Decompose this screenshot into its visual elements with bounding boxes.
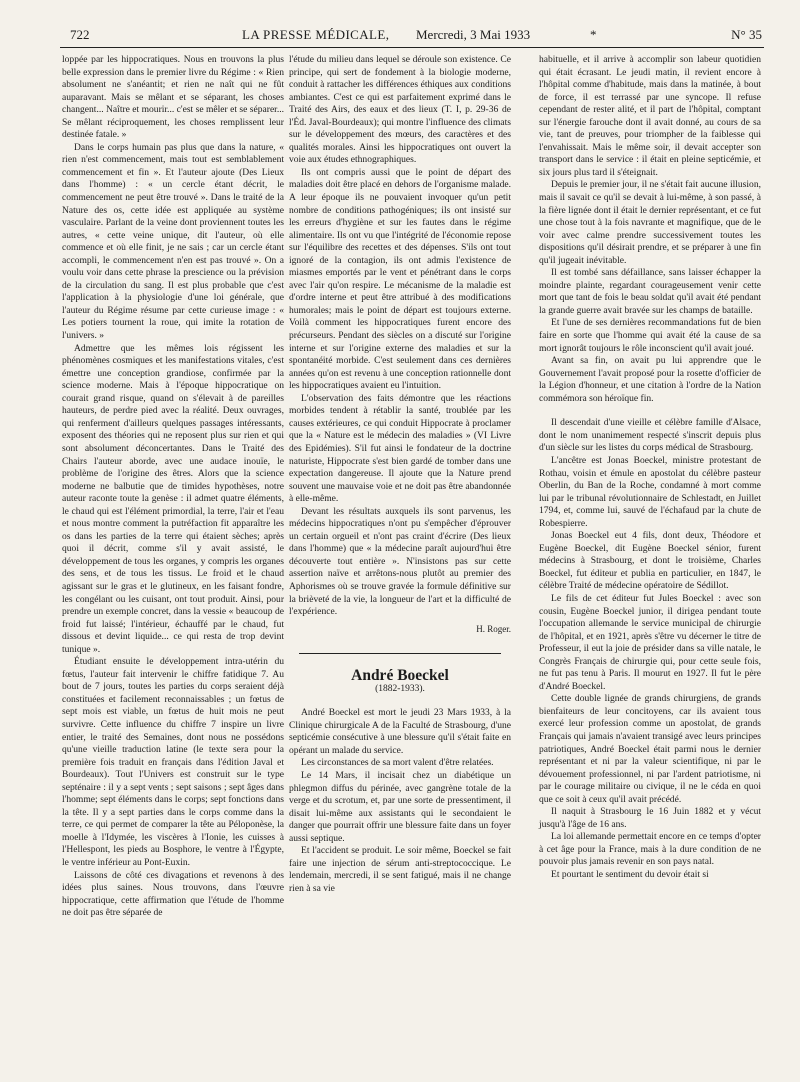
paragraph: Laissons de côté ces divagations et revenons à des idées plus saines. Nous trouvons, dans l'œuvre hippocratique, cette affirmation que l'étude de l'homme ne doit pas être séparée de — [62, 869, 284, 919]
article-dates: (1882-1933). — [375, 683, 425, 694]
paragraph: Il est tombé sans défaillance, sans laisser échapper la moindre plainte, regardant courageusement venir cette mort que tant de fois le beau soldat qu'il avait été pendant la grande guerre avait bravée sur les champs de bataille. — [539, 267, 761, 316]
paragraph: Admettre que les mêmes lois régissent les phénomènes cosmiques et les manifestations vitales, c'est émettre une conception grandiose, confirmée par la science moderne. Mais à l'époque hippocratique on courait grand risque, quand on s'élevait à de pareilles hauteurs, de perdre pied avec la réalité. Deux ouvrages, qui renferment d'ailleurs quelques passages intéressants, exposent des théories qui ne reposent plus sur rien et qui sont absolument déconcertantes. Dans le Traité des Chairs l'auteur aborde, avec une audace inouïe, le problème de l'origine des êtres. Alors que la science moderne ne balbutie que de timides hypothèses, notre auteur raconte toute la genèse : il admet quatre éléments, le chaud qui est l'élément primordial, la terre, l'air et l'eau et nous montre comment la putréfaction fit apparaître les os dans les parties de la terre qui étaient sèches; après quoi il décrit, comme s'il y avait assisté, le développement de tous les organes, y compris les organes des sens, et de tous les tissus. Le froid et le chaud agissant sur le gras et le glutineux, en les faisant fondre, les congélant ou les cuisant, ont tout produit. Ainsi, pour prendre un exemple concret, dans la vessie « beaucoup de froid fut laissé; l'intérieur, échauffé par le chaud, fut dissous et devint liquide... ce qui resta de trop devint tunique ». — [62, 342, 284, 655]
page-number: 722 — [70, 27, 90, 42]
column-3-part-1 — [539, 54, 761, 405]
paragraph: Depuis le premier jour, il ne s'était fait aucune illusion, mais il savait ce qu'il se devait à lui-même, à son passé, à la fière lignée dont il était le dernier représentant, et ce fut une chose tout à la fois navrante et magnifique, que de le voir avec calme prendre successivement toutes les dispositions qu'il désirait prendre, et se préparer à une fin qu'il jugeait inévitable. — [539, 179, 761, 266]
paragraph: Le fils de cet éditeur fut Jules Boeckel : avec son cousin, Eugène Boeckel junior, il dirigea pendant toute l'occupation allemande le service municipal de chirurgie de l'hôpital, et en 1921, après s'être vu décerner le titre de Professeur, il eut la joie de présider dans sa ville natale, le Congrès Français de chirurgie qui, pour cette seule fois, ne fut pas tenu à Paris. Il mourut en 1927. Il fut le père d'André Boeckel. — [539, 592, 761, 692]
paragraph: Et l'une de ses dernières recommandations fut de bien faire en sorte que l'homme qui avait été la cause de sa mort ignorât toujours le rôle inconscient qu'il avait joué. — [539, 317, 761, 354]
paragraph: Et l'accident se produit. Le soir même, Boeckel se fait faire une injection de sérum anti-streptococcique. Le lendemain, mercredi, il se sent fatigué, mais il ne change rien à sa vie — [289, 845, 511, 894]
column-3 — [539, 54, 761, 882]
paragraph: habituelle, et il arrive à accomplir son labeur quotidien qui était écrasant. Le jeudi matin, il revient encore à l'hôpital comme d'habitude, mais dans la matinée, à bout de force, il est terrassé par une syncope. Il refuse cependant de rester alité, et il part de l'hôpital, comptant sur l'énergie farouche dont il avait donné, au cours de sa vie, tant de preuves, pour triompher de la faiblesse qui l'envahissait. Mais le même soir, il devait accepter son transport dans le service : il était en pleine septicémie, et six jours plus tard il s'éteignait. — [539, 54, 761, 178]
article-body — [289, 707, 511, 895]
paragraph: Et pourtant le sentiment du devoir était si — [551, 869, 709, 880]
paragraph: Jonas Boeckel eut 4 fils, dont deux, Théodore et Eugène Boeckel, dit Eugène Boeckel sénior, furent médecins à Strasbourg, et dont le troisième, Charles Boeckel, fut éditeur et publia en particulier, en 1847, le célèbre Traité de médecine opératoire de Sédillot. — [539, 530, 761, 592]
paragraph: La loi allemande permettait encore en ce temps d'opter à cet âge pour la France, mais à la dure condition de ne pouvoir plus jamais revenir en son pays natal. — [539, 831, 761, 868]
paragraph: Cette double lignée de grands chirurgiens, de grands bienfaiteurs de leur concitoyens, car ils avaient tous exercé leur profession comme un apostolat, de grands Français qui jamais n'avaient transigé avec leurs principes patriotiques, André Boeckel était parmi nous le dernier représentant et ni par la valeur scientifique, ni par le dévouement professionnel, ni par l'ardent patriotisme, ni par le courage militaire ou civique, il ne le céda en quoi que ce soit à ceux qu'il avait précédé. — [539, 693, 761, 805]
issue-number: N° 35 — [731, 27, 762, 42]
signature: H. Roger. — [476, 623, 511, 634]
paragraph: Avant sa fin, on avait pu lui apprendre que le Gouvernement l'avait proposé pour la rosette d'officier de la Légion d'honneur, et une citation à l'ordre de la Nation commémora son héroïque fin. — [539, 355, 761, 404]
article-divider — [299, 653, 501, 654]
paragraph: l'étude du milieu dans lequel se déroule son existence. Ce principe, qui sert de fondement à la biologie moderne, conduit à rattacher les différences éthiques aux conditions ambiantes. C'est ce qui est parfaitement exprimé dans le Traité des Airs, des eaux et des lieux (T. I, p. 29-36 de l'Éd. Javal-Bourdeaux); qui montre l'influence des climats sur le développement des mœurs, des caractères et des qualités morales. Ainsi les hippocratiques ont ouvert la voie aux études ethnographiques. — [289, 54, 511, 166]
column-2-text — [289, 54, 511, 619]
paragraph: Il naquit à Strasbourg le 16 Juin 1882 et y vécut jusqu'à l'âge de 16 ans. — [539, 806, 761, 830]
paragraph: Devant les résultats auxquels ils sont parvenus, les médecins hippocratiques n'ont pu s'empêcher d'éprouver un certain orgueil et n'ont pas craint d'écrire (Des lieux dans l'homme) que « la médecine paraît aujourd'hui être découverte tout entière ». N'insistons pas sur cette assertion naïve et arrêtons-nous plutôt au premier des Aphorismes où se trouve gravée la formule définitive sur la brièveté de la vie, la longueur de l'art et la difficulté de l'expérience. — [289, 505, 511, 618]
paragraph: Ils ont compris aussi que le point de départ des maladies doit être placé en dehors de l'organisme malade. A leur époque ils ne pouvaient invoquer qu'un petit nombre de conditions pathogéniques; ils ont insisté sur les erreurs d'hygiène et sur les fautes dans le régime alimentaire. Ils ont vu que l'intégrité de l'économie repose sur l'équilibre des recettes et des dépenses. S'ils ont tout ignoré de la contagion, ils ont admis l'existence de miasmes emportés par le vent et pénétrant dans le corps avec l'air qu'on respire. Le mécanisme de la maladie est d'ordre interne et peut être attribué à des modifications humorales; mais le point de départ est toujours externe. Voilà comment les hippocratiques furent encore des précurseurs. Pendant des siècles on a discuté sur l'origine interne et sur l'origine externe des maladies et sur la spontanéité morbide. C'est seulement dans ces dernières années qu'on est revenu à une conception rationnelle dont les hippocratiques avaient eu l'intuition. — [289, 166, 511, 392]
paragraph: Dans le corps humain pas plus que dans la nature, « rien n'est commencement, mais tout est semblablement commencement et fin ». Et l'auteur ajoute (Des Lieux dans l'homme) : « un cercle étant décrit, le commencement ne peut être trouvé ». Dans le traité de la Nature des os, cette idée est appliquée au système vasculaire. Parlant de la veine dont proviennent toutes les autres, « cette veine unique, dit l'auteur, où elle commence et où elle finit, je ne sais ; car un cercle étant accompli, le commencement n'en est pas trouvé ». On a voulu voir dans cette phrase la prescience ou la prévision de la circulation du sang. Il est plus probable que c'est l'application à la physiologie d'une loi générale, que l'auteur du Régime résume par cette curieuse image : « Les potiers tournent la roue, qui imite la rotation de l'univers. » — [62, 141, 284, 342]
section-gap — [539, 405, 761, 417]
paragraph: loppée par les hippocratiques. Nous en trouvons la plus belle expression dans le premier livre du Régime : « Rien absolument ne s'anéantit; et rien ne naît qui ne fût auparavant. Mais se mêlant et se séparant, les choses changent... Naître et mourir... c'est se mêler et se séparer... Se mêlant réciproquement, les choses remplissent leur destinée fatale. » — [62, 54, 284, 141]
issue-date: Mercredi, 3 Mai 1933 — [416, 27, 531, 42]
column-1 — [62, 54, 284, 920]
paragraph: André Boeckel est mort le jeudi 23 Mars 1933, à la Clinique chirurgicale A de la Faculté de Strasbourg, d'une septicémie consécutive à une blessure qu'il s'était faite en opérant un malade du service. — [289, 707, 511, 756]
paragraph: L'ancêtre est Jonas Boeckel, ministre protestant de Rothau, voisin et émule en apostolat du célèbre pasteur Oberlin, du Ban de la Roche, condamné à mort comme lui par le tribunal révolutionnaire de Schlestadt, en Juillet 1794, et, comme lui, sauvé de l'échafaud par la chute de Robespierre. — [539, 454, 761, 529]
column-2 — [289, 54, 511, 895]
paragraph: Les circonstances de sa mort valent d'être relatées. — [301, 757, 494, 769]
header-rule — [60, 47, 764, 48]
star-mark: * — [590, 27, 597, 42]
paragraph: L'observation des faits démontre que les réactions morbides tendent à rétablir la santé, troublée par les causes extérieures, ce qui conduit Hippocrate à proclamer que la « Nature est le médecin des maladies » (VI Livre des Epidémies). S'il fut ainsi le fondateur de la doctrine naturiste, Hippocrate s'est bien gardé de tomber dans une expectation dangereuse. Il ajoute que la Nature prend souvent une mauvaise voie et ne doit pas être abandonnée à elle-même. — [289, 392, 511, 505]
column-3-part-2 — [539, 417, 761, 881]
paragraph: Il descendait d'une vieille et célèbre famille d'Alsace, dont le nom unanimement respecté s'inscrit depuis plus d'un siècle sur les listes du corps médical de Strasbourg. — [539, 417, 761, 454]
journal-title: LA PRESSE MÉDICALE, — [242, 27, 390, 42]
paragraph: Étudiant ensuite le développement intra-utérin du fœtus, l'auteur fait intervenir le chiffre fatidique 7. Au bout de 7 jours, toutes les parties du corps seraient déjà constituées et facilement reconnaissables ; un fœtus de sept mois est viable, un fœtus de huit mois ne peut survivre. Cette influence du chiffre 7 inspire un livre entier, le traité des Semaines, dont nous ne possédons qu'une vieille traduction latine (le texte sera pour la première fois traduit en français dans l'édition Javal et Bourdeaux). Tout l'Univers est construit sur le type septénaire : il y a sept vents ; sept saisons ; sept âges dans l'homme; sept éléments dans le corps; sept fonctions dans la tête. Il y a sept parties dans le corps comme dans la terre, ce qui permet de comparer la tête au Péloponèse, la moelle à l'Idymée, les viscères à l'Ionie, les cuisses à l'Hellespont, les pieds au Bosphore, le ventre à l'Égypte, le ventre inférieur au Pont-Euxin. — [62, 656, 284, 868]
article-title: André Boeckel — [351, 667, 449, 685]
paragraph: Le 14 Mars, il incisait chez un diabétique un phlegmon diffus du périnée, avec gangrène totale de la verge et du scrotum, et, par une sorte de pressentiment, il disait lui-même aux assistants qui le secondaient le danger que pourrait offrir une blessure faite dans un foyer aussi septique. — [289, 769, 511, 844]
page-header — [70, 27, 762, 45]
